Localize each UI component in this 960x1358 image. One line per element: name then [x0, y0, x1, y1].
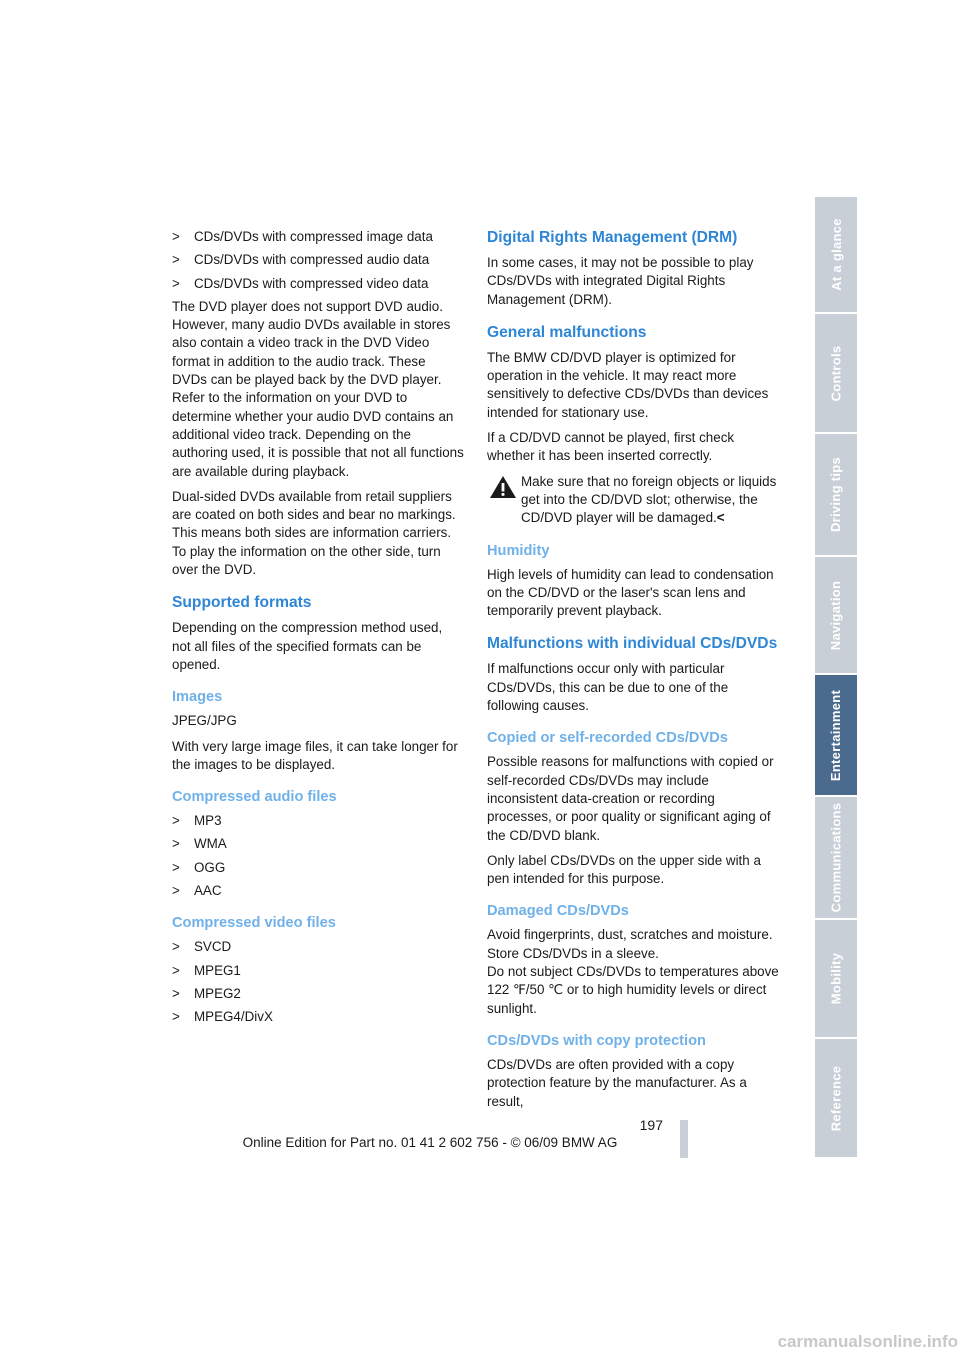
- list-item: > OGG: [172, 859, 226, 875]
- tab-at-a-glance[interactable]: At a glance: [815, 197, 857, 312]
- list-item: > WMA: [172, 836, 227, 852]
- label-text: Only label CDs/DVDs on the upper side with a pen intended for this purpose.: [487, 852, 761, 887]
- drm-text: In some cases, it may not be possible to play CDs/DVDs with integrated Digital Rights Management (DRM).: [487, 255, 754, 307]
- supported-formats-text: Depending on the compression method used, not all files of the specified formats can be opened.: [172, 620, 443, 672]
- tab-controls[interactable]: Controls: [815, 314, 857, 432]
- tab-entertainment[interactable]: Entertainment: [815, 675, 857, 795]
- list-item: > MPEG2: [172, 985, 241, 1001]
- list-item: > CDs/DVDs with compressed image data: [172, 229, 433, 244]
- warning-triangle-icon: [489, 475, 517, 499]
- damaged-text-1: Avoid fingerprints, dust, scratches and moisture.: [487, 927, 773, 943]
- warning-note: [487, 473, 783, 528]
- list-item: > CDs/DVDs with compressed video data: [172, 275, 429, 291]
- list-item: > CDs/DVDs with compressed audio data: [172, 252, 430, 268]
- tab-reference[interactable]: Reference: [815, 1039, 857, 1157]
- warning-text: Make sure that no foreign objects or liquids get into the CD/DVD slot; otherwise, the CD/DVD player will be damaged.: [521, 473, 777, 526]
- watermark: carmanualsonline.info: [777, 1332, 958, 1351]
- images-heading: Images: [172, 689, 223, 706]
- video-files-heading: Compressed video files: [172, 915, 336, 932]
- supported-formats-heading: Supported formats: [172, 594, 312, 612]
- audio-files-heading: Compressed audio files: [172, 789, 337, 806]
- list-item: > MP3: [172, 813, 222, 829]
- list-item: > MPEG4/DivX: [172, 1009, 273, 1025]
- humidity-text: High levels of humidity can lead to condensation on the CD/DVD or the laser's scan lens and temporarily prevent playback.: [487, 566, 774, 619]
- edition-footer: Online Edition for Part no. 01 41 2 602 756 - © 06/09 BMW AG: [242, 1135, 618, 1150]
- images-text: With very large image files, it can take longer for the images to be displayed.: [172, 738, 458, 772]
- chapter-sidebar: [815, 197, 857, 1159]
- individual-malfunctions-text: If malfunctions occur only with particular CDs/DVDs, this can be due to one of the following causes.: [487, 661, 729, 714]
- list-item: > SVCD: [172, 939, 232, 955]
- list-item: > MPEG1: [172, 962, 241, 978]
- copied-heading: Copied or self-recorded CDs/DVDs: [487, 730, 728, 747]
- tab-mobility[interactable]: Mobility: [815, 920, 857, 1037]
- right-column: [487, 228, 783, 1118]
- list-item: > AAC: [172, 883, 222, 899]
- images-format: JPEG/JPG: [172, 713, 237, 729]
- page-number-bar: [680, 1120, 688, 1158]
- copy-protection-text: CDs/DVDs are often provided with a copy protection feature by the manufacturer. As a result,: [487, 1056, 747, 1109]
- general-check-text: If a CD/DVD cannot be played, first check whether it has been inserted correctly.: [487, 430, 735, 464]
- end-mark: <: [716, 510, 725, 526]
- individual-malfunctions-heading: Malfunctions with individual CDs/DVDs: [487, 635, 778, 653]
- humidity-heading: Humidity: [487, 542, 550, 559]
- tab-communications[interactable]: Communications: [815, 797, 857, 918]
- general-malfunctions-text: The BMW CD/DVD player is optimized for operation in the vehicle. It may react more sensitively to defective CDs/DVDs than devices intended for stationary use.: [487, 349, 769, 420]
- tab-navigation[interactable]: Navigation: [815, 557, 857, 673]
- page-number: 197: [639, 1117, 663, 1133]
- dvd-audio-paragraph: The DVD player does not support DVD audio. However, many audio DVDs available in stores also contain a video track in the DVD Video format in addition to the audio track. These DVDs can be played back by the DVD player. Refer to the information on your DVD to determine whether your audio DVD contains an additional video track. Depending on the authoring used, it is possible that not all functions are available during playback.: [172, 298, 464, 479]
- dual-sided-paragraph: Dual-sided DVDs available from retail suppliers are coated on both sides and bear no markings. This means both sides are information carriers. To play the information on the other side, turn over the DVD.: [172, 488, 456, 578]
- damaged-text-2: Store CDs/DVDs in a sleeve.: [487, 945, 659, 961]
- copied-text: Possible reasons for malfunctions with copied or self-recorded CDs/DVDs may include inconsistent data-creation or recording processes, or poor quality or significant aging of the CD/DVD blank.: [487, 754, 774, 843]
- drm-heading: Digital Rights Management (DRM): [487, 229, 738, 246]
- left-column: [172, 228, 464, 1032]
- copy-protection-heading: CDs/DVDs with copy protection: [487, 1032, 706, 1049]
- damaged-heading: Damaged CDs/DVDs: [487, 903, 629, 920]
- general-malfunctions-heading: General malfunctions: [487, 323, 647, 341]
- tab-driving-tips[interactable]: Driving tips: [815, 434, 857, 555]
- damaged-text-3: Do not subject CDs/DVDs to temperatures above 122 ℉/50 ℃ or to high humidity levels or direct sunlight.: [487, 964, 779, 1016]
